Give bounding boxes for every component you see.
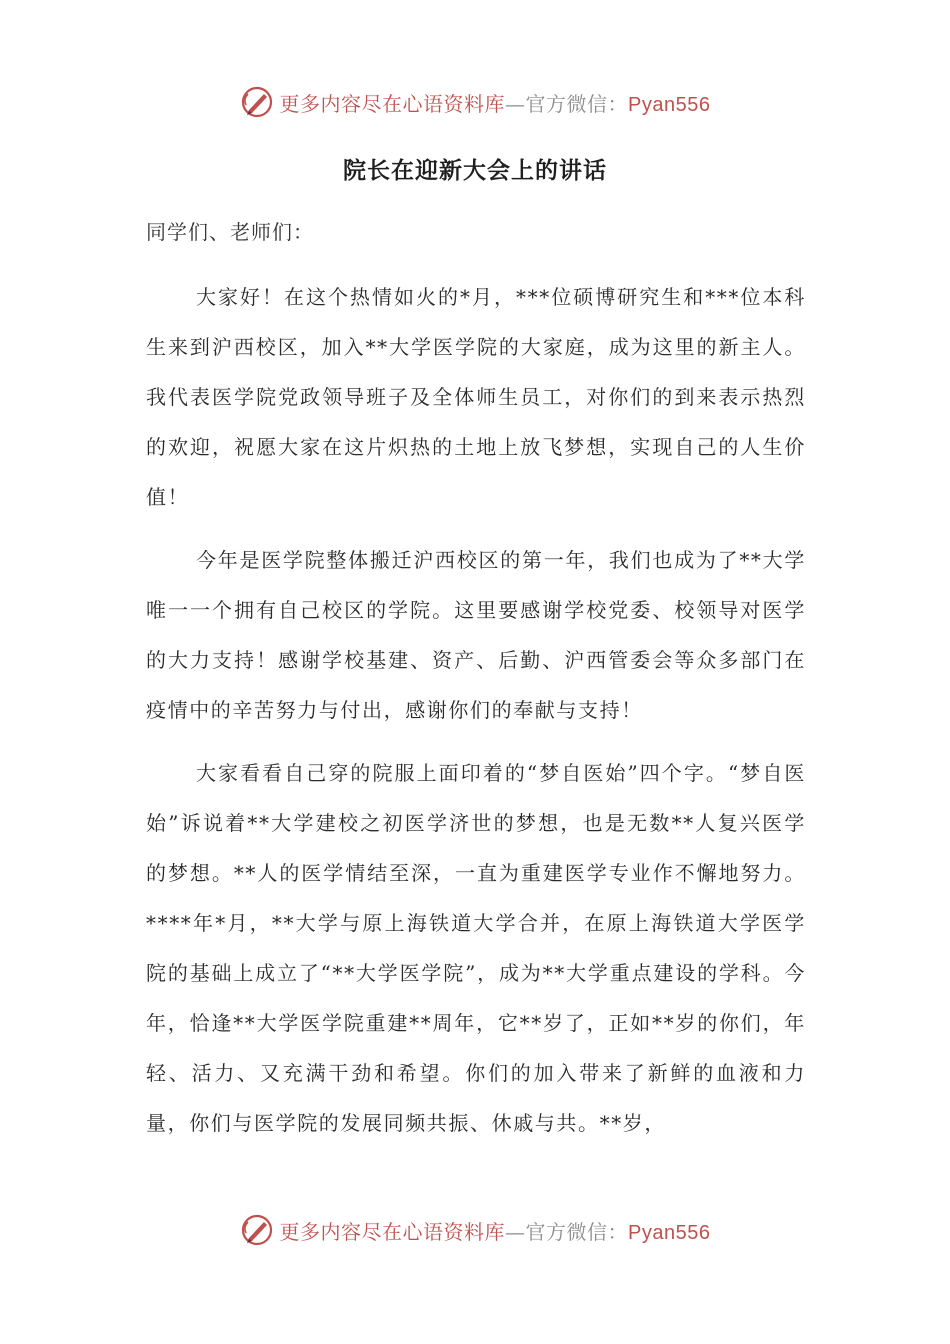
watermark-slogan: 更多内容尽在心语资料库 [279, 91, 506, 116]
pen-logo-icon [240, 85, 274, 119]
watermark-wechat-id: Pyan556 [628, 1221, 711, 1244]
footer-watermark-banner [0, 1210, 950, 1250]
paragraph-3: 大家看看自己穿的院服上面印着的“梦自医始”四个字。“梦自医始”诉说着**大学建校之初医学济世的梦想，也是无数**人复兴医学的梦想。**人的医学情结至深，一直为重建医学专业作不懈地努力。****年*月，**大学与原上海铁道大学合并，在原上海铁道大学医学院的基础上成立了“**大学医学院”，成为**大学重点建设的学科。今年，恰逢**大学医学院重建**周年，它**岁了，正如**岁的你们，年轻、活力、又充满干劲和希望。你们的加入带来了新鲜的血液和力量，你们与医学院的发展同频共振、休戚与共。**岁， [146, 761, 806, 1135]
paragraph-2: 今年是医学院整体搬迁沪西校区的第一年，我们也成为了**大学唯一一个拥有自己校区的学院。这里要感谢学校党委、校领导对医学的大力支持！感谢学校基建、资产、后勤、沪西管委会等众多部门在疫情中的辛苦努力与付出，感谢你们的奉献与支持！ [146, 548, 806, 722]
watermark-wechat-label: —官方微信： [505, 91, 629, 116]
watermark-text [280, 1216, 711, 1245]
watermark-slogan: 更多内容尽在心语资料库 [279, 1219, 506, 1244]
watermark-wechat-id: Pyan556 [628, 93, 711, 116]
document-title: 院长在迎新大会上的讲话 [343, 157, 607, 184]
watermark-text [280, 88, 711, 117]
pen-logo-icon [240, 1213, 274, 1247]
header-watermark-banner [0, 82, 950, 122]
paragraph-1: 大家好！在这个热情如火的*月，***位硕博研究生和***位本科生来到沪西校区，加入**大学医学院的大家庭，成为这里的新主人。我代表医学院党政领导班子及全体师生员工，对你们的到来表示热烈的欢迎，祝愿大家在这片炽热的土地上放飞梦想，实现自己的人生价值！ [146, 285, 806, 509]
watermark-wechat-label: —官方微信： [505, 1219, 629, 1244]
document-body [146, 272, 806, 1161]
document-greeting: 同学们、老师们： [146, 220, 314, 244]
